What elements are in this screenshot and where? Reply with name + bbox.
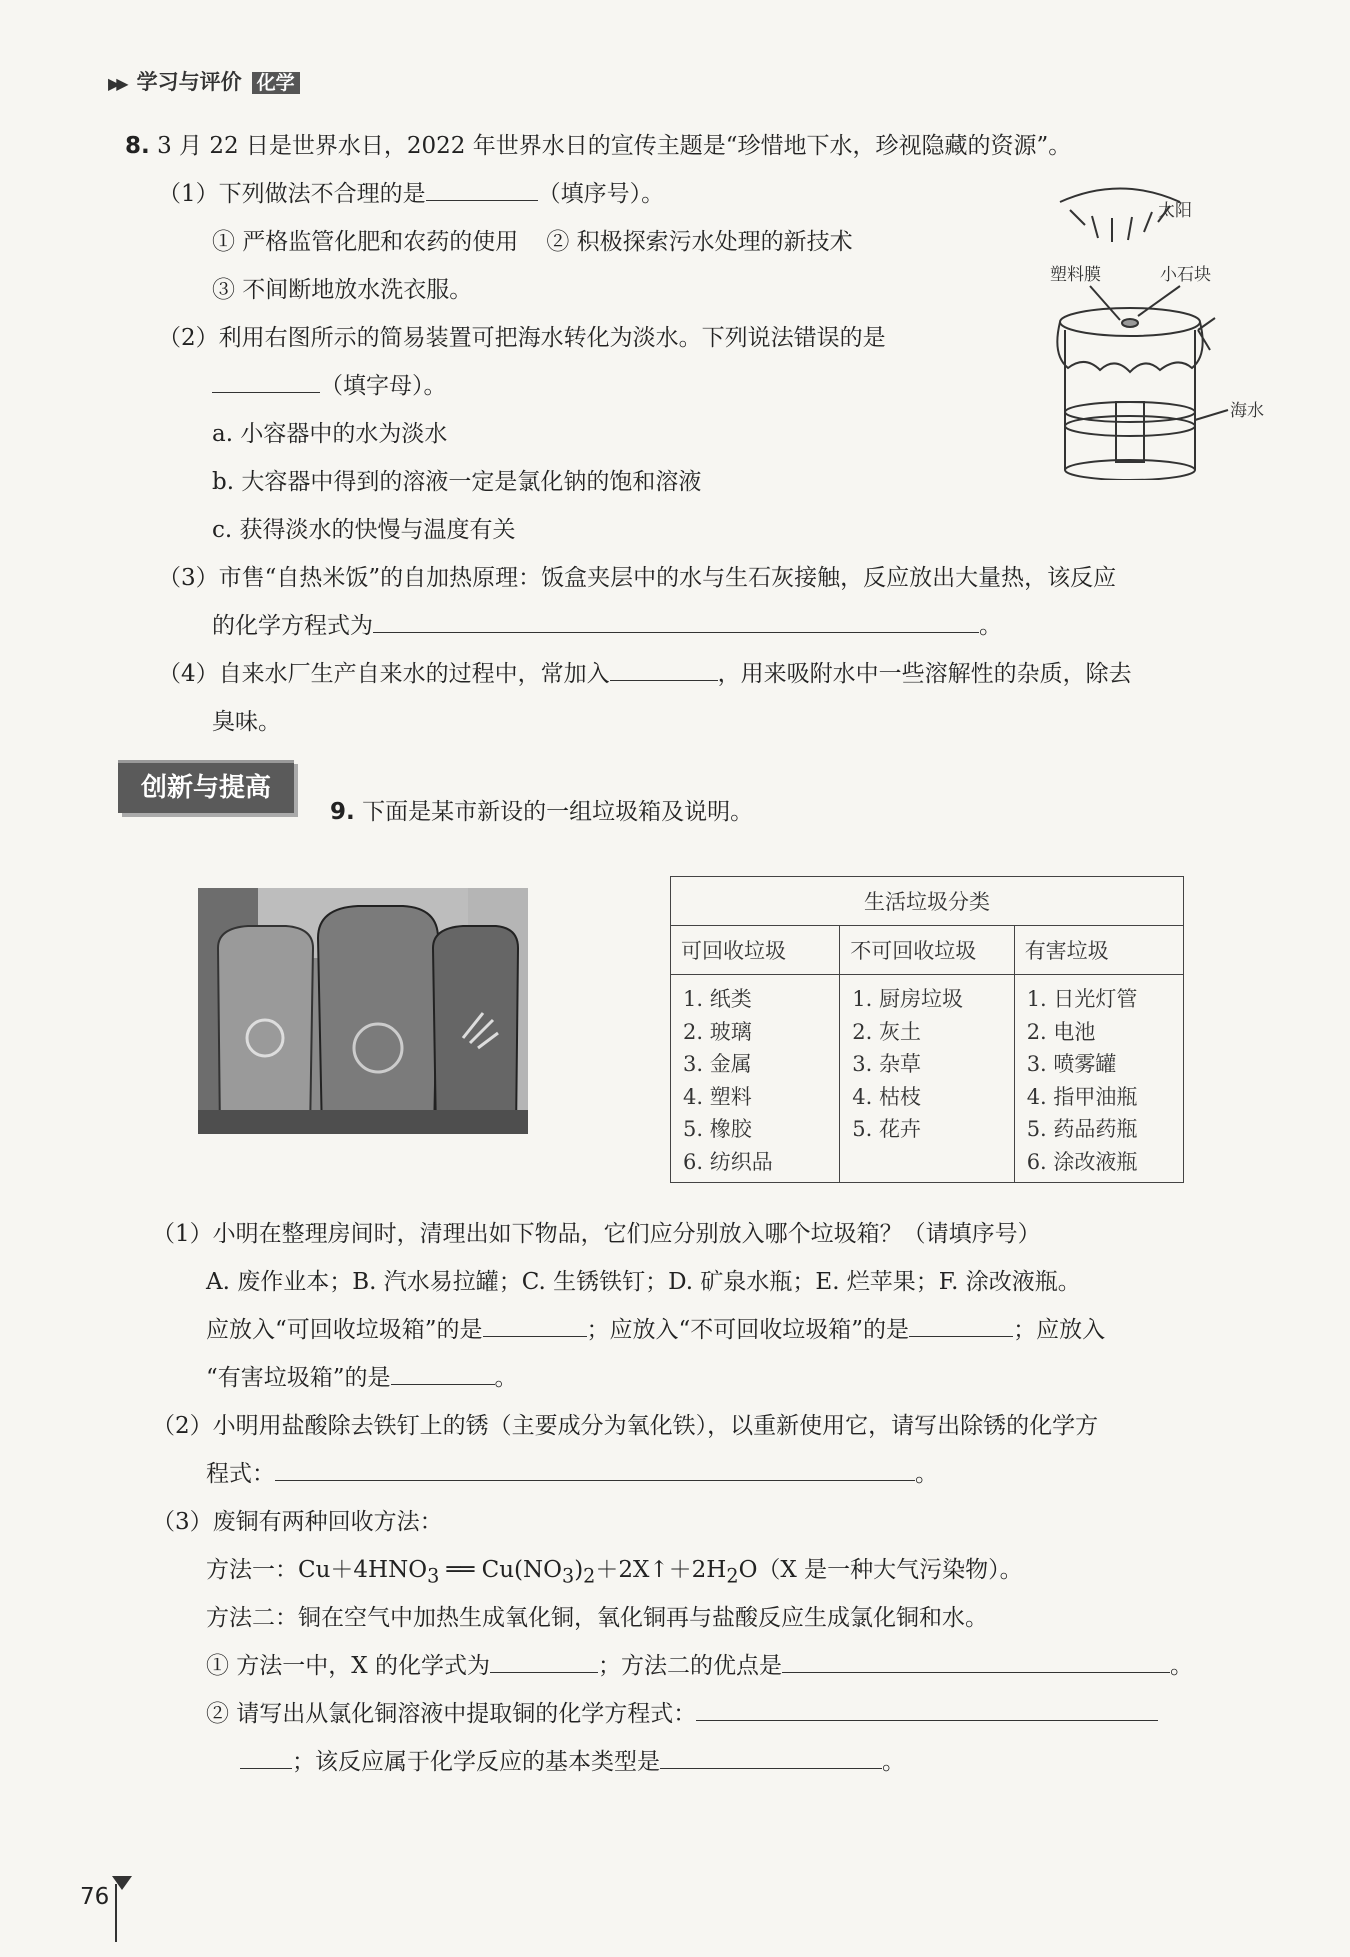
q9-p2-end: 。 (915, 1461, 938, 1487)
header-arrows-icon: ▶▶ (108, 74, 125, 93)
q8-stem: 3 月 22 日是世界水日，2022 年世界水日的宣传主题是“珍惜地下水，珍视隐藏的资源”。 (157, 133, 1072, 159)
q9-sub2 (206, 1698, 1158, 1730)
table-header-non-recyclable: 不可回收垃圾 (840, 926, 1014, 975)
diagram-label-stone: 小石块 (1160, 265, 1211, 285)
q8-p2-option-b: b. 大容器中得到的溶液一定是氯化钠的饱和溶液 (212, 469, 702, 495)
q9-s2-end: 。 (882, 1749, 905, 1775)
table-cell: 6. 涂改液瓶 (1026, 1149, 1138, 1174)
q9-m1-part: ) (574, 1557, 584, 1583)
q8-option-1: ① 严格监管化肥和农药的使用 (212, 229, 519, 255)
q9-s1-text: ① 方法一中，X 的化学式为 (206, 1653, 490, 1679)
page-number (80, 1884, 109, 1910)
q9-m1-part: O（X 是一种大气污染物）。 (738, 1557, 1023, 1583)
q9-method2: 方法二：铜在空气中加热生成氧化铜，氧化铜再与盐酸反应生成氯化铜和水。 (206, 1605, 988, 1631)
q9-m1-part: ══ Cu(NO (439, 1557, 562, 1583)
q8-p2-option-c: c. 获得淡水的快慢与温度有关 (212, 517, 516, 543)
q9-method1 (206, 1554, 1023, 1593)
q9-stem: 下面是某市新设的一组垃圾箱及说明。 (362, 799, 754, 825)
diagram-label-sea: 海水 (1230, 401, 1264, 421)
q8-p3-blank[interactable] (373, 610, 979, 633)
table-header-recyclable: 可回收垃圾 (671, 926, 840, 975)
table-cell: 4. 指甲油瓶 (1026, 1084, 1138, 1109)
table-cell: 1. 纸类 (683, 987, 752, 1011)
page-number-text: 76 (80, 1884, 110, 1910)
q9-m1-sub: 3 (561, 1564, 575, 1588)
q9-s1-advantage-blank[interactable] (782, 1650, 1170, 1673)
q8-options-row2 (212, 274, 472, 306)
q9-p1-end: 。 (494, 1365, 518, 1391)
q9-p1-non-recyclable-label: ；应放入“不可回收垃圾箱”的是 (586, 1317, 910, 1343)
q9-s1-end: 。 (1170, 1653, 1193, 1679)
table-cell: 2. 电池 (1026, 1019, 1096, 1044)
q9-s2-equation-blank-cont[interactable] (240, 1746, 292, 1769)
table-cell: 3. 杂草 (852, 1052, 921, 1076)
q9-part1-line3 (206, 1314, 1105, 1346)
q9-part1-line4 (206, 1362, 518, 1394)
bin-non-recyclable (318, 906, 438, 1134)
table-cell: 1. 厨房垃圾 (852, 987, 963, 1011)
q9-m1-sub: 3 (427, 1564, 440, 1588)
table-cell: 2. 灰土 (852, 1019, 921, 1044)
q9-m1-part: ＋2X↑＋2H (595, 1557, 727, 1583)
q9-part2-line2 (206, 1458, 938, 1490)
q8-p3-end: 。 (979, 613, 1002, 639)
q8-p1-blank[interactable] (426, 178, 538, 201)
q8-part4 (158, 658, 1132, 690)
q8-option-3: ③ 不间断地放水洗衣服。 (212, 277, 473, 303)
q9-p1-recyclable-blank[interactable] (483, 1314, 587, 1337)
q8-stem-line (125, 130, 1071, 162)
q8-p2-option-a: a. 小容器中的水为淡水 (212, 421, 448, 447)
q8-number: 8. (125, 133, 150, 159)
q9-part2: （2）小明用盐酸除去铁钉上的锈（主要成分为氧化铁），以重新使用它，请写出除锈的化学方 (152, 1413, 1099, 1439)
table-cell: 1. 日光灯管 (1026, 987, 1138, 1011)
table-cell: 3. 喷雾罐 (1026, 1052, 1117, 1076)
q8-p2-text: （2）利用右图所示的简易装置可把海水转化为淡水。下列说法错误的是 (158, 325, 886, 351)
desalination-diagram (1040, 180, 1280, 480)
q8-p4-text2: ，用来吸附水中一些溶解性的杂质，除去 (717, 661, 1132, 687)
table-cell: 5. 花卉 (852, 1117, 921, 1141)
table-col-recyclable (671, 975, 840, 1183)
q9-sub2-line2 (240, 1746, 905, 1778)
table-header-hazardous: 有害垃圾 (1014, 926, 1183, 975)
q8-part3: （3）市售“自热米饭”的自加热原理：饭盒夹层中的水与生石灰接触，反应放出大量热，该反应 (158, 565, 1117, 591)
q9-part3: （3）废铜有两种回收方法： (152, 1509, 443, 1535)
q8-p3-label: 的化学方程式为 (212, 613, 373, 639)
q9-s2-text: ② 请写出从氯化铜溶液中提取铜的化学方程式： (206, 1701, 697, 1727)
table-cell: 6. 纺织品 (683, 1149, 773, 1174)
q9-p2-blank[interactable] (275, 1458, 915, 1481)
q9-m1-sub: 2 (583, 1564, 596, 1588)
header-title: 学习与评价 (136, 70, 242, 94)
bin-recyclable (218, 926, 313, 1134)
q9-p1-text: ；应放入 (1013, 1317, 1106, 1343)
q9-part1-items: A. 废作业本；B. 汽水易拉罐；C. 生锈铁钉；D. 矿泉水瓶；E. 烂苹果；F. 涂改液瓶。 (206, 1269, 1081, 1295)
q9-s2-text2: ；该反应属于化学反应的基本类型是 (292, 1749, 660, 1775)
q8-p1-text: （1）下列做法不合理的是 (158, 181, 426, 207)
q9-p1-hazardous-label: “有害垃圾箱”的是 (206, 1365, 391, 1391)
q9-stem-line (330, 796, 753, 828)
garbage-classification-table (670, 876, 1184, 1183)
q8-p2-suffix: （填字母）。 (320, 373, 447, 399)
q8-part1 (158, 178, 664, 210)
table-cell: 5. 橡胶 (683, 1117, 752, 1141)
page-header (108, 66, 300, 96)
section-badge: 创新与提高 (118, 760, 294, 813)
q9-s1-text2: ；方法二的优点是 (598, 1653, 782, 1679)
table-cell: 4. 塑料 (683, 1084, 752, 1109)
q9-s2-type-blank[interactable] (660, 1746, 882, 1769)
q8-p2-blank[interactable] (212, 370, 320, 393)
garbage-bins-photo (198, 888, 528, 1134)
q9-s1-formula-blank[interactable] (490, 1650, 598, 1673)
table-col-hazardous (1014, 975, 1183, 1183)
table-title: 生活垃圾分类 (671, 877, 1184, 926)
q8-p4-text: （4）自来水厂生产自来水的过程中，常加入 (158, 661, 610, 687)
table-cell: 5. 药品药瓶 (1026, 1117, 1138, 1141)
q8-part2-blank-line (212, 370, 447, 402)
q8-part2 (158, 322, 886, 354)
q9-s2-equation-blank[interactable] (696, 1698, 1158, 1721)
q9-p1-non-recyclable-blank[interactable] (909, 1314, 1013, 1337)
q8-options-row1 (212, 226, 853, 258)
diagram-label-sun: 太阳 (1158, 201, 1192, 221)
q8-part4-line2: 臭味。 (212, 709, 281, 735)
q8-p1-suffix: （填序号）。 (537, 181, 665, 207)
table-col-non-recyclable (840, 975, 1014, 1183)
q9-m1-part: 方法一：Cu＋4HNO (206, 1557, 428, 1583)
q8-part3-line2 (212, 610, 1002, 642)
q8-p4-blank[interactable] (610, 658, 718, 681)
bin-hazardous (433, 926, 518, 1134)
diagram-label-film: 塑料膜 (1050, 265, 1101, 285)
q9-number: 9. (330, 799, 355, 825)
q9-sub1 (206, 1650, 1193, 1682)
q9-p1-hazardous-blank[interactable] (391, 1362, 495, 1385)
table-cell: 4. 枯枝 (852, 1084, 921, 1109)
q9-p2-label: 程式： (206, 1461, 275, 1487)
table-cell: 3. 金属 (683, 1052, 752, 1076)
q9-part1: （1）小明在整理房间时，清理出如下物品，它们应分别放入哪个垃圾箱？（请填序号） (152, 1221, 1041, 1247)
q9-m1-sub: 2 (726, 1564, 739, 1588)
page-number-marker-icon (110, 1874, 140, 1944)
header-subject: 化学 (252, 72, 300, 94)
q9-p1-recyclable-label: 应放入“可回收垃圾箱”的是 (206, 1317, 483, 1343)
q8-option-2: ② 积极探索污水处理的新技术 (546, 229, 853, 255)
table-cell: 2. 玻璃 (683, 1019, 752, 1044)
